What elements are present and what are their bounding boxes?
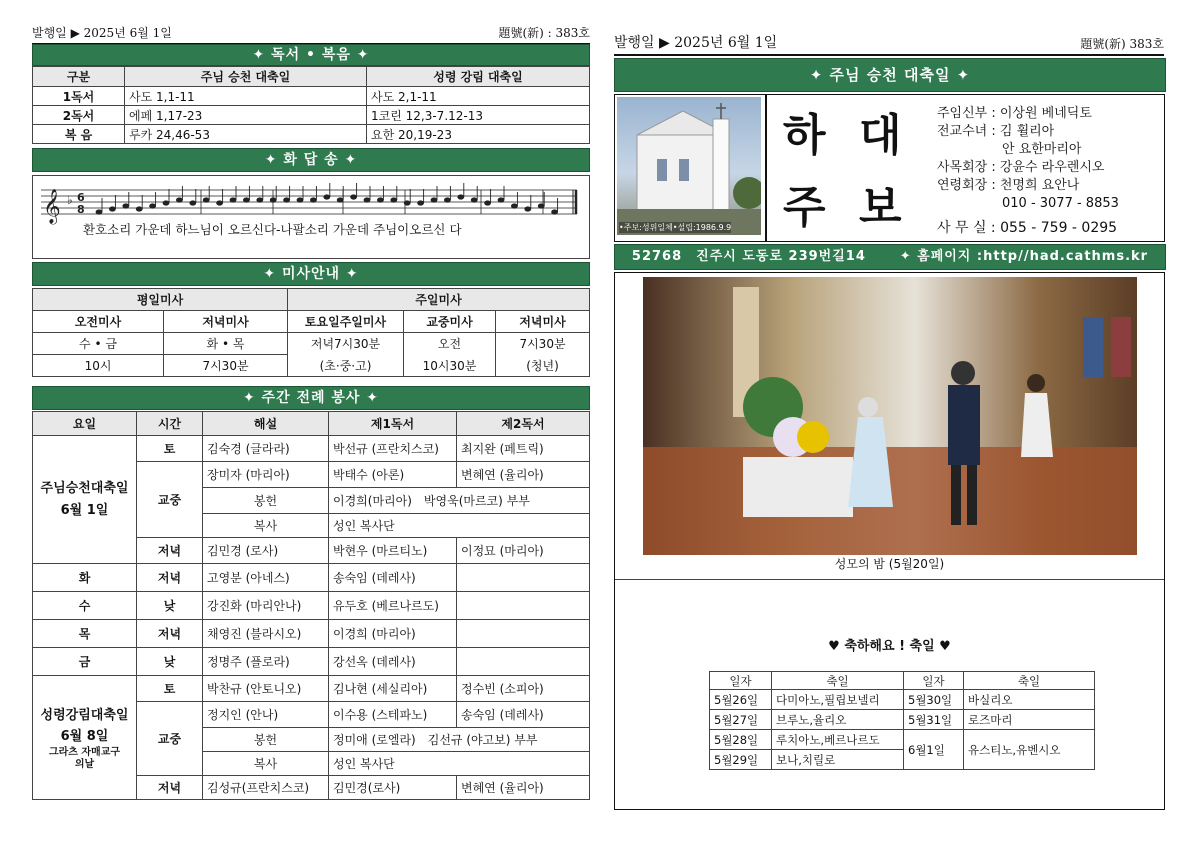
feast-header: 일자	[904, 672, 964, 690]
feast-day-table	[709, 671, 1095, 770]
feast-saint: 루치아노,베르나르도	[772, 730, 904, 750]
masthead-char: 주	[783, 182, 826, 233]
note-head-icon	[551, 209, 558, 214]
note-head-icon	[270, 197, 277, 202]
sunday2-cell	[33, 676, 137, 800]
issue-number: 題號(新) : 383호	[498, 26, 590, 40]
treble-clef-icon: 𝄞	[43, 189, 61, 224]
mass-title: ✦ 미사안내 ✦	[32, 262, 590, 286]
reader1: 송숙임 (데레사)	[329, 564, 457, 592]
note-head-icon	[203, 197, 210, 202]
masthead-char: 하	[783, 110, 826, 161]
commentator: 채영진 (블라시오)	[203, 620, 329, 648]
weekday-cell: 수	[33, 592, 137, 620]
mass-cell: 7시30분	[164, 355, 288, 377]
mass-col: 오전미사	[33, 311, 164, 333]
reader2	[457, 620, 590, 648]
photo-caption: 성모의 밤 (5월20일)	[834, 557, 945, 571]
sunday2-note: 그라츠 자매교구의날	[48, 746, 121, 770]
reader2: 변혜연 (율리아)	[457, 462, 590, 488]
feast-date: 5월28일	[710, 730, 772, 750]
note-head-icon	[538, 203, 545, 208]
commentator: 강진화 (마리안나)	[203, 592, 329, 620]
reader1: 김나현 (세실리아)	[329, 676, 457, 702]
commentator: 박찬규 (안토니오)	[203, 676, 329, 702]
note-head-icon	[511, 203, 518, 208]
staff-line: 사목회장 : 강윤수 라우렌시오	[937, 160, 1105, 175]
service-header: 시간	[137, 412, 203, 436]
office-phone: 사 무 실 : 055 - 759 - 0295	[937, 220, 1118, 236]
feast-header: 축일	[772, 672, 904, 690]
feast-saint: 보나,치릴로	[772, 750, 904, 770]
note-head-icon	[404, 200, 411, 205]
masthead-box	[614, 94, 1165, 242]
note-head-icon	[484, 200, 491, 205]
time-cell: 저녁	[137, 776, 203, 800]
mass-col: 교중미사	[404, 311, 496, 333]
note-head-icon	[163, 200, 170, 205]
weekday-cell: 화	[33, 564, 137, 592]
reader2	[457, 592, 590, 620]
sunday-mass-header: 주일미사	[288, 289, 590, 311]
role-label: 봉헌	[203, 728, 329, 752]
service-header: 제2독서	[457, 412, 590, 436]
masthead-char: 보	[859, 182, 902, 233]
reader1: 김민경(로사)	[329, 776, 457, 800]
altar-servers: 성인 복사단	[329, 752, 590, 776]
reading-label: 1독서	[33, 87, 125, 106]
sunday2-name: 성령강림대축일	[40, 707, 129, 723]
time-cell: 저녁	[137, 564, 203, 592]
note-head-icon	[149, 203, 156, 208]
svg-text:6: 6	[77, 191, 85, 204]
mass-col: 저녁미사	[496, 311, 590, 333]
feast-date: 5월30일	[904, 690, 964, 710]
reader1: 이경희 (마리아)	[329, 620, 457, 648]
church-photo	[617, 97, 761, 235]
note-head-icon	[176, 197, 183, 202]
feast-date: 5월27일	[710, 710, 772, 730]
role-label: 복사	[203, 514, 329, 538]
reader1: 이수용 (스테파노)	[329, 702, 457, 728]
service-title: ✦ 주간 전례 봉사 ✦	[32, 386, 590, 410]
role-label: 봉헌	[203, 488, 329, 514]
mass-cell: (초·중·고)	[288, 355, 404, 377]
mass-table	[32, 288, 590, 377]
time-cell: 교중	[137, 462, 203, 538]
time-cell: 낮	[137, 648, 203, 676]
reading-label: 2독서	[33, 106, 125, 125]
feast-saint: 브루노,율리오	[772, 710, 904, 730]
reader1: 박태수 (아론)	[329, 462, 457, 488]
note-head-icon	[297, 197, 304, 202]
time-cell: 토	[137, 676, 203, 702]
commentator: 고영분 (아네스)	[203, 564, 329, 592]
readings-header: 성령 강림 대축일	[367, 67, 590, 87]
weekday-cell: 금	[33, 648, 137, 676]
note-head-icon	[471, 197, 478, 202]
mass-cell: 화 • 목	[164, 333, 288, 355]
note-head-icon	[417, 200, 424, 205]
svg-text:♭: ♭	[67, 193, 73, 207]
note-head-icon	[350, 194, 357, 199]
feast-header: 일자	[710, 672, 772, 690]
altar-servers: 성인 복사단	[329, 514, 590, 538]
note-head-icon	[136, 206, 143, 211]
staff-line: 연령회장 : 천명희 요안나	[937, 178, 1080, 193]
reader2: 이정묘 (마리아)	[457, 538, 590, 564]
mass-cell: (청년)	[496, 355, 590, 377]
note-head-icon	[444, 197, 451, 202]
commentator: 김숙경 (글라라)	[203, 436, 329, 462]
mass-cell: 7시30분	[496, 333, 590, 355]
feast-date: 5월31일	[904, 710, 964, 730]
readings-table	[32, 66, 590, 144]
readings-title: ✦ 독서 • 복음 ✦	[32, 44, 590, 66]
staff-list	[937, 105, 1159, 237]
psalm-lyrics: 환호소리 가운데 하느님이 오르신다-나팔소리 가운데 주님이오르신 다	[83, 222, 462, 237]
left-header	[32, 24, 590, 45]
staff-line: 전교수녀 : 김 휠리아	[937, 124, 1055, 139]
church-caption: •주보:성위일체•설립:1986.9.9	[619, 223, 732, 232]
time-cell: 저녁	[137, 620, 203, 648]
note-head-icon	[189, 200, 196, 205]
reading-ref: 에페 1,17-23	[125, 106, 367, 125]
right-header	[614, 32, 1164, 56]
feast-date: 5월26일	[710, 690, 772, 710]
reader2: 최지완 (페트릭)	[457, 436, 590, 462]
feast-saint: 유스티노,유벤시오	[964, 730, 1095, 770]
note-head-icon	[230, 197, 237, 202]
commentator: 김민경 (로사)	[203, 538, 329, 564]
note-head-icon	[216, 200, 223, 205]
feast-date: 6월1일	[904, 730, 964, 770]
reader2	[457, 648, 590, 676]
note-head-icon	[337, 197, 344, 202]
reading-ref: 루카 24,46-53	[125, 125, 367, 144]
music-score	[33, 176, 589, 258]
role-label: 복사	[203, 752, 329, 776]
reader2	[457, 564, 590, 592]
mass-cell: 오전	[404, 333, 496, 355]
sunday1-name: 주님승천대축일	[40, 480, 129, 496]
commentator: 정지인 (안나)	[203, 702, 329, 728]
mass-cell: 10시	[33, 355, 164, 377]
feast-day-heading: ♥ 축하해요 ! 축일 ♥	[828, 639, 951, 654]
staff-line: 010 - 3077 - 8853	[937, 196, 1119, 211]
event-photo	[643, 277, 1137, 555]
readings-header: 구분	[33, 67, 125, 87]
mass-col: 저녁미사	[164, 311, 288, 333]
feast-header: 축일	[964, 672, 1095, 690]
sunday1-date: 6월 1일	[60, 502, 109, 518]
weekday-cell: 목	[33, 620, 137, 648]
mass-cell: 저녁7시30분	[288, 333, 404, 355]
commentator: 김성규(프란치스코)	[203, 776, 329, 800]
church-building-icon	[617, 97, 761, 235]
reading-label: 복 음	[33, 125, 125, 144]
address-band	[614, 244, 1166, 270]
divider	[615, 579, 1164, 580]
psalm-score-box	[32, 175, 590, 259]
svg-text:8: 8	[77, 203, 85, 216]
feast-saint: 다미아노,필립보넬리	[772, 690, 904, 710]
note-head-icon	[122, 203, 129, 208]
note-head-icon	[109, 206, 116, 211]
issue-number: 題號(新) 383호	[1080, 37, 1164, 51]
reader1: 박선규 (프란치스코)	[329, 436, 457, 462]
reader2: 변혜연 (율리아)	[457, 776, 590, 800]
note-head-icon	[256, 197, 263, 202]
feast-saint: 로즈마리	[964, 710, 1095, 730]
mass-col: 토요일주일미사	[288, 311, 404, 333]
reader1: 박현우 (마르티노)	[329, 538, 457, 564]
address: 52768 진주시 도동로 239번길14	[631, 249, 866, 264]
sunday1-cell	[33, 436, 137, 564]
note-head-icon	[457, 194, 464, 199]
note-head-icon	[390, 197, 397, 202]
reader2: 송숙임 (데레사)	[457, 702, 590, 728]
commentator: 장미자 (마리아)	[203, 462, 329, 488]
reading-ref: 1코린 12,3-7.12-13	[367, 106, 590, 125]
note-head-icon	[243, 197, 250, 202]
service-table	[32, 411, 590, 800]
note-head-icon	[310, 197, 317, 202]
note-head-icon	[498, 197, 505, 202]
service-header: 해설	[203, 412, 329, 436]
time-cell: 토	[137, 436, 203, 462]
staff-line: 주임신부 : 이상원 베네딕토	[937, 106, 1092, 121]
weekday-mass-header: 평일미사	[33, 289, 288, 311]
mass-cell: 10시30분	[404, 355, 496, 377]
divider	[765, 95, 767, 241]
time-cell: 낮	[137, 592, 203, 620]
note-head-icon	[323, 194, 330, 199]
reader2: 정수빈 (소피아)	[457, 676, 590, 702]
psalm-title: ✦ 화 답 송 ✦	[32, 148, 590, 172]
reader1: 유두호 (베르나르도)	[329, 592, 457, 620]
reading-ref: 요한 20,19-23	[367, 125, 590, 144]
feast-saint: 바실리오	[964, 690, 1095, 710]
service-header: 제1독서	[329, 412, 457, 436]
homepage-link[interactable]: ✦ 홈페이지 :http//had.cathms.kr	[899, 249, 1149, 264]
masthead-char: 대	[859, 110, 902, 161]
feast-title: ✦ 주님 승천 대축일 ✦	[614, 58, 1166, 92]
procession-scene-icon	[643, 277, 1137, 555]
offertory-couple: 정미애 (로엘라) 김선규 (야고보) 부부	[329, 728, 590, 752]
note-head-icon	[364, 197, 371, 202]
commentator: 정명주 (플로라)	[203, 648, 329, 676]
feast-date: 5월29일	[710, 750, 772, 770]
staff-line: 안 요한마리아	[937, 142, 1082, 157]
note-head-icon	[377, 197, 384, 202]
mass-cell: 수 • 금	[33, 333, 164, 355]
reading-ref: 사도 2,1-11	[367, 87, 590, 106]
issue-date: 발행일 ▶ 2025년 6월 1일	[614, 35, 778, 51]
time-cell: 저녁	[137, 538, 203, 564]
photo-section	[614, 272, 1165, 810]
sunday2-date: 6월 8일	[60, 728, 109, 744]
service-header: 요일	[33, 412, 137, 436]
reading-ref: 사도 1,1-11	[125, 87, 367, 106]
reader1: 강선옥 (데레사)	[329, 648, 457, 676]
offertory-couple: 이경희(마리아) 박영욱(마르코) 부부	[329, 488, 590, 514]
note-head-icon	[283, 197, 290, 202]
issue-date: 발행일 ▶ 2025년 6월 1일	[32, 26, 172, 40]
note-head-icon	[524, 206, 531, 211]
note-head-icon	[96, 209, 103, 214]
note-head-icon	[431, 197, 438, 202]
readings-header: 주님 승천 대축일	[125, 67, 367, 87]
time-cell: 교중	[137, 702, 203, 776]
